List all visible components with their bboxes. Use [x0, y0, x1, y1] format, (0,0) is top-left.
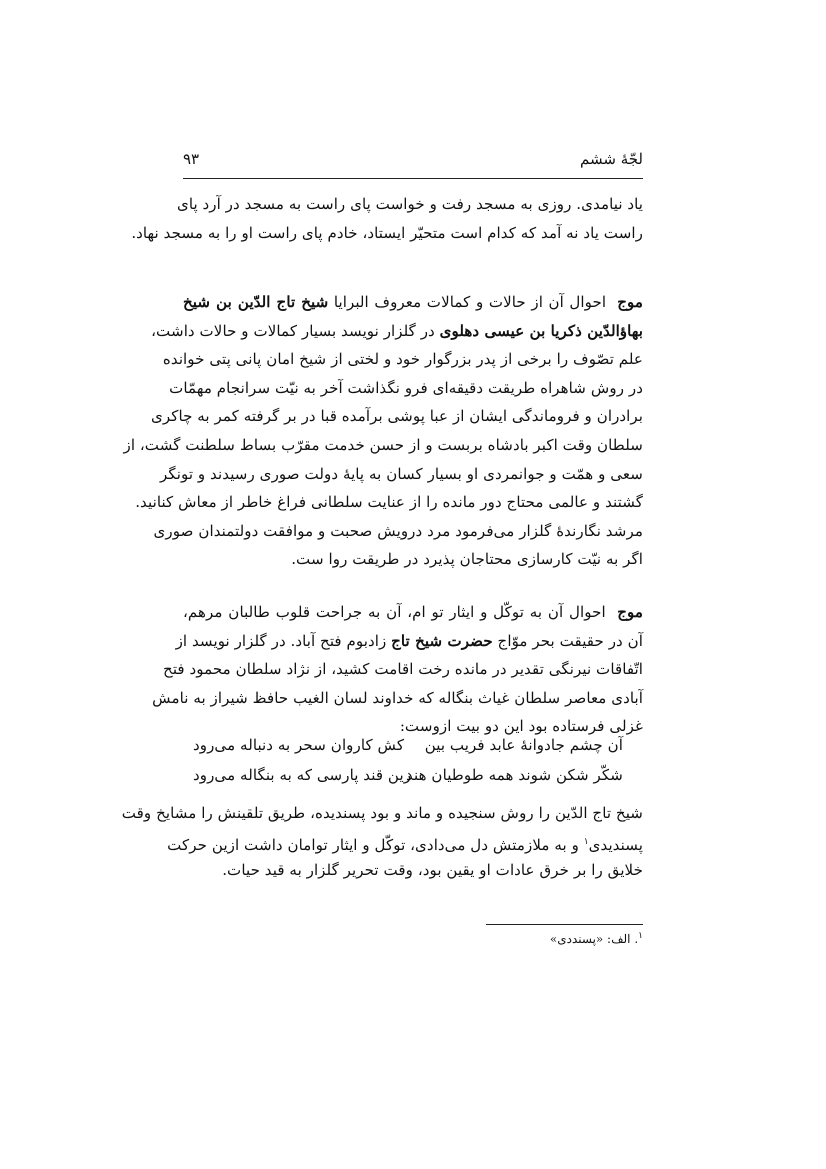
page-number: ۹۳ — [183, 150, 200, 168]
text-line: آبادی معاصر سلطان غیاث بنگاله که خداوند لسان الغیب حافظ شیراز به نامش — [152, 688, 643, 707]
footnote-number: ۱ — [638, 931, 643, 941]
mawj-lead: موج — [617, 293, 644, 311]
paragraph-2 — [123, 288, 644, 574]
text-line: راست یاد نه آمد که کدام است متحیّر ایستاد، خادم پای راست او را به مسجد نهاد. — [131, 223, 643, 242]
text-line: شیخ تاج الدّین را روش سنجیده و ماند و بود پسندیده، طریق تلقینش را مشایخ وقت — [121, 804, 643, 822]
text-line: یاد نیامدی. روزی به مسجد رفت و خواست پای راست به مسجد در آرد پای — [176, 195, 643, 213]
text-line: موج احوال آن به توکّل و ایثار تو ام، آن به جراحت قلوب طالبان مرهم، — [183, 603, 643, 621]
footnote-rule — [486, 924, 643, 925]
person-name: شیخ تاج الدّین بن شیخ — [183, 293, 329, 311]
header-rule — [183, 178, 643, 179]
paragraph-3 — [152, 598, 643, 741]
text-line: علم تصّوف را برخی از پدر بزرگوار خود و لختی از شیخ امان پانی پتی خوانده — [162, 350, 643, 369]
hemistich-right: آن چشم جادوانهٔ عابد فریب بین — [424, 736, 623, 754]
text-line: اتّفاقات نیرنگی تقدیر در مانده رخت اقامت کشید، از نژاد سلطان محمود فتح — [163, 660, 643, 679]
text-line: سلطان وقت اکبر بادشاه بربست و از حسن خدمت مقرّب بساط سلطنت گشت، از — [123, 435, 643, 454]
footnote-marker: ۱ — [583, 836, 589, 847]
hemistich-right: شکّر شکن شوند همه طوطیان هند — [406, 766, 623, 784]
text-line: سعی و همّت و جوانمردی او بسیار کسان به پایهٔ دولت صوری رسیدند و تونگر — [159, 464, 643, 483]
text-line: غزلی فرستاده بود این دو بیت ازوست: — [399, 717, 643, 736]
hemistich-left: زین قند پارسی که به بنگاله می‌رود — [193, 766, 412, 784]
verse-line — [183, 766, 643, 794]
hemistich-left: کش کاروان سحر به دنباله می‌رود — [193, 736, 405, 754]
text-line: پسندیدی$^۱$ و به ملازمتش دل می‌دادی، توکّل و ایثار توامان داشت ازین حرکت — [167, 835, 643, 854]
text-line: موج احوال آن از حالات و کمالات معروف البرایا شیخ تاج الدّین بن شیخ — [183, 293, 644, 311]
chapter-title: لجّهٔ ششم — [580, 150, 643, 168]
text-line: در روش شاهراه طریقت دقیقه‌ای فرو نگذاشت آخر به نیّت سرانجام مهمّات — [169, 378, 643, 397]
text-line: بهاؤالدّین ذکریا بن عیسی دهلوی در گلزار نویسد بسیار کمالات و حالات داشت، — [151, 321, 643, 340]
text-line: برادران و فروماندگی ایشان از عبا پوشی برآمده قبا در بر گرفته کمر به چاکری — [150, 407, 643, 426]
text-line: اگر به نیّت کارسازی محتاجان پذیرد در طریقت روا ست. — [291, 550, 643, 569]
text-line: آن در حقیقت بحر موّاج حضرت شیخ تاج زادبوم فتح آباد. در گلزار نویسد از — [175, 631, 643, 650]
verse-line — [183, 736, 643, 764]
paragraph-1 — [131, 190, 643, 247]
text-line: گشتند و عالمی محتاج دور مانده را از عنایت سلطانی فراغ خاطر از معاش کنانید. — [135, 493, 643, 512]
person-name: حضرت شیخ تاج — [391, 631, 493, 650]
mawj-lead: موج — [617, 603, 643, 621]
text-line: مرشد نگارندهٔ گلزار می‌فرمود مرد درویش صحبت و موافقت دولتمندان صوری — [153, 521, 643, 540]
footnote-text: . الف: «پسنددی» — [549, 932, 639, 946]
footnote — [550, 931, 643, 946]
text-line: خلایق را بر خرق عادات او یقین بود، وقت تحریر گلزار به قید حیات. — [222, 861, 643, 880]
paragraph-4 — [121, 799, 643, 885]
person-name: بهاؤالدّین ذکریا بن عیسی دهلوی — [439, 321, 643, 340]
running-header — [183, 150, 643, 172]
